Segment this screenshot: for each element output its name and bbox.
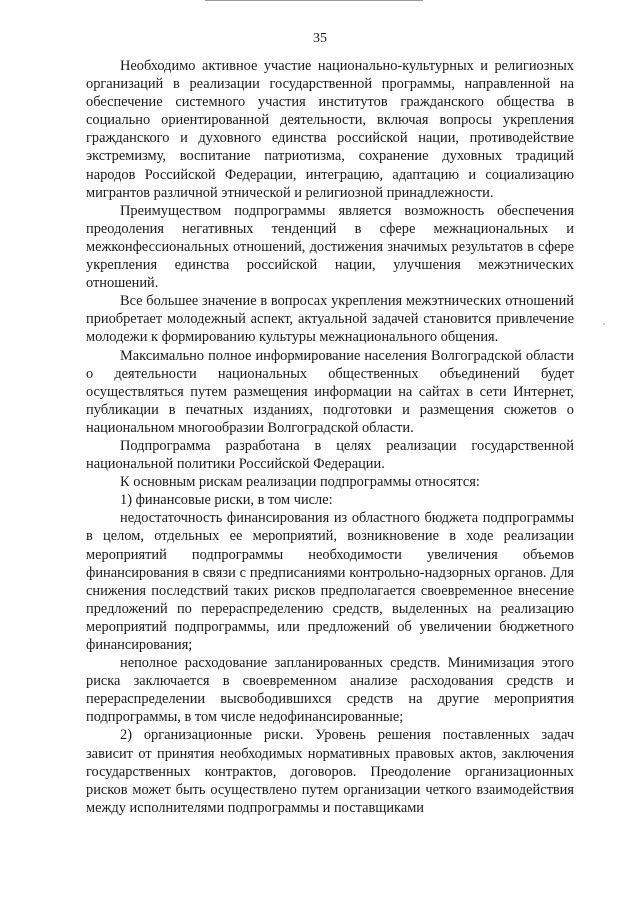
page-number: 35 (313, 31, 327, 46)
top-rule (205, 0, 423, 1)
paragraph-participation: Необходимо активное участие национально-культурных и религиозных организаций в реализации государственной программы, направленной на обеспечение системного участия институтов гражданского общества в социально ориентированной деятельности, включая вопросы укрепления гражданского и духовного единства российской нации, противодействие экстремизму, воспитание патриотизма, сохранение духовных традиций народов Российской Федерации, интеграцию, адаптацию и социализацию мигрантов различной этнической и религиозной принадлежности. (86, 58, 574, 201)
paragraph-risks-intro: К основным рискам реализации подпрограммы относятся: (120, 474, 480, 491)
paragraph-purpose: Подпрограмма разработана в целях реализации государственной национальной политики Российской Федерации. (86, 437, 574, 473)
paragraph-financial-risks: 1) финансовые риски, в том числе: (120, 492, 333, 509)
paragraph-informing: Максимально полное информирование населения Волгоградской области о деятельности национальных общественных объединений будет осуществляться путем размещения информации на сайтах в сети Интернет, публикации в печатных изданиях, подготовки и размещения сюжетов о национальном многообразии Волгоградской области. (86, 347, 574, 436)
paragraph-organizational-risks: 2) организационные риски. Уровень решения поставленных задач зависит от принятия необходимых нормативных правовых актов, заключения государственных контрактов, договоров. Преодоление организационных рисков может быть осуществлено путем организации четкого взаимодействия между исполнителями подпрограммы и поставщиками (86, 727, 574, 816)
paragraph-youth: Все большее значение в вопросах укрепления межэтнических отношений приобретает молодежный аспект, актуальной задачей становится привлечение молодежи к формированию культуры межнационального общения. (86, 293, 574, 346)
paragraph-advantage: Преимуществом подпрограммы является возможность обеспечения преодоления негативных тенденций в сфере межнациональных и межконфессиональных отношений, достижения значимых результатов в сфере укрепления единства российской нации, улучшения межэтнических отношений. (86, 202, 574, 292)
scan-speck (603, 323, 605, 325)
paragraph-incomplete-spending: неполное расходование запланированных средств. Минимизация этого риска заключается в своевременном анализе расходования средств и перераспределении высвободившихся средств на другие мероприятия подпрограммы, в том числе недофинансированные; (86, 655, 574, 726)
document-body (86, 57, 574, 817)
paragraph-insufficient-funding: недостаточность финансирования из областного бюджета подпрограммы в целом, отдельных ее мероприятий, возникновение в ходе реализации мероприятий подпрограммы необходимости увеличения объемов финансирования в связи с предписаниями контрольно-надзорных органов. Для снижения последствий таких рисков предполагается своевременное внесение предложений по перераспределению средств, выделенных на реализацию мероприятий подпрограммы, или предложений об увеличении бюджетного финансирования; (86, 510, 574, 653)
